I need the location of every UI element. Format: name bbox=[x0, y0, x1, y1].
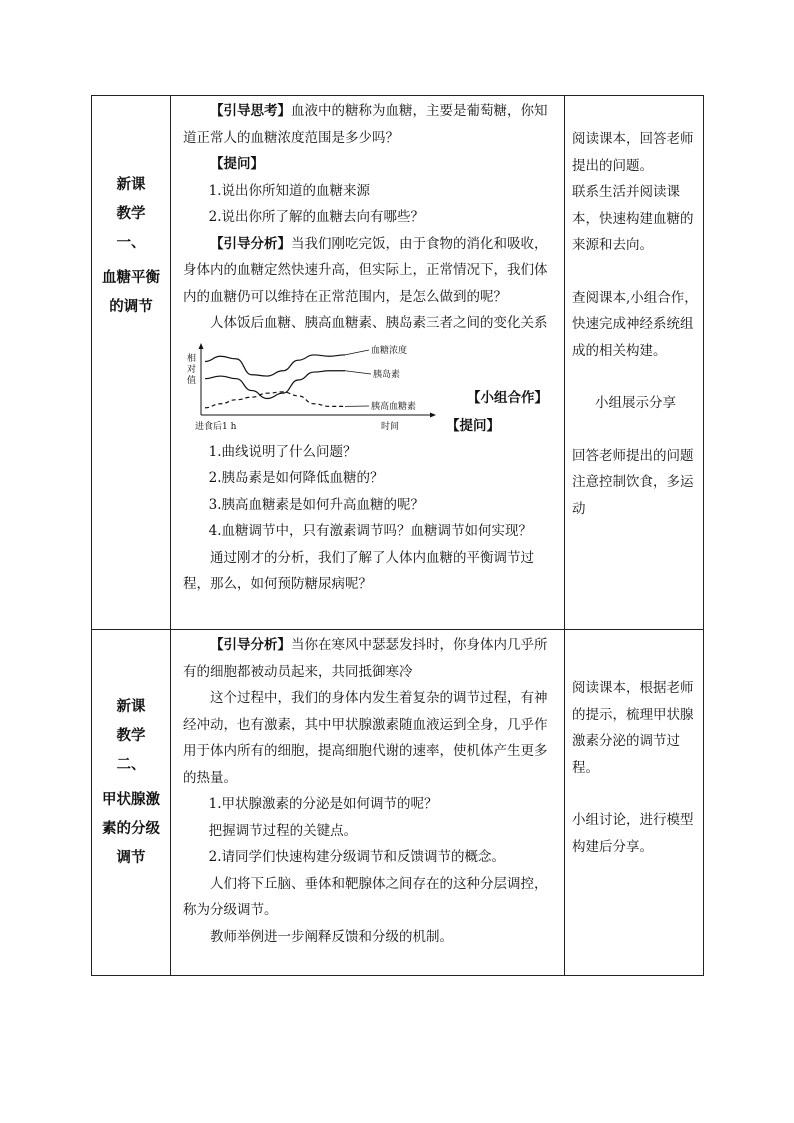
y-axis-arrow bbox=[199, 343, 204, 349]
group-cooperation-label: 【小组合作】 bbox=[467, 389, 548, 406]
series-line bbox=[205, 391, 345, 407]
lesson-table bbox=[91, 95, 704, 976]
y-axis-label-char: 相 bbox=[187, 353, 197, 364]
student-activity: 阅读课本，回答老师提出的问题。 联系生活并阅读课本，快速构建血糖的来源和去向。 查阅课本,小组合作，快速完成神经系统组成的相关构建。 小组展示分享 回答老师提出的问题 注意控制饮食，多运动 bbox=[572, 131, 698, 517]
series-group bbox=[205, 344, 416, 412]
student-activity-cell bbox=[565, 96, 704, 630]
table-row bbox=[92, 96, 704, 630]
chart-caption: 人体饭后血糖、胰高血糖素、胰岛素三者之间的变化关系 bbox=[210, 315, 548, 331]
teacher-activity-cell bbox=[171, 96, 565, 630]
chart-area bbox=[183, 341, 554, 433]
series-line bbox=[205, 370, 345, 398]
guide-analysis: 【引导分析】当我们刚吃完饭，由于食物的消化和吸收，身体内的血糖定然快速升高，但实际上，正常情况下，我们体内的血糖仍可以维持在正常范围内，是怎么做到的呢？ bbox=[183, 235, 548, 305]
guide-thinking: 【引导思考】血液中的糖称为血糖，主要是葡萄糖，你知道正常人的血糖浓度范围是多少吗？ bbox=[183, 103, 548, 146]
y-axis-label-char: 值 bbox=[187, 375, 197, 386]
series-leader-line bbox=[345, 370, 371, 373]
x-axis-label: 时间 bbox=[381, 421, 400, 432]
teacher-activity-cell bbox=[171, 630, 565, 976]
series-leader-line bbox=[345, 350, 369, 355]
x-axis-arrow bbox=[430, 412, 436, 417]
y-axis-label-char: 对 bbox=[187, 364, 197, 375]
section-label-cell bbox=[92, 630, 171, 976]
teacher-activity: 【引导分析】当你在寒风中瑟瑟发抖时，你身体内几乎所有的细胞都被动员起来，共同抵御寒冷 这个过程中，我们的身体内发生着复杂的调节过程，有神经冲动，也有激素，其中甲状腺激素随血液运到全身，几乎作用于体内所有的细胞，提高细胞代谢的速率，使机体产生更多的热量。 1.甲状腺激素的分泌是如何调节的呢？ 把握调节过程的关键点。 2.请同学们快速构建分级调节和反馈调节的概念。 人们将下丘脑、垂体和靶腺体之间存在的这种分层调控，称为分级调节。 教师举例进一步阐释反馈和分级的机制。 bbox=[171, 630, 564, 950]
series-label: 胰高血糖素 bbox=[371, 401, 417, 412]
teacher-activity: 【引导思考】血液中的糖称为血糖，主要是葡萄糖，你知道正常人的血糖浓度范围是多少吗？ 【提问】 1.说出你所知道的血糖来源 2.说出你所了解的血糖去向有哪些？ 【引导分析】当我们刚吃完饭，由于食物的消化和吸收，身体内的血糖定然快速升高，但实际上，正常情况下，我们体内的血糖仍可以维持在正常范围内，是怎么做到的呢？ 人体饭后血糖、胰高血糖素、胰岛素三者之间的变化关系 相 对 值 进食后1 h 时间 血糖浓度 胰岛素 胰高血糖素 【小组合作】 【提问】 1.曲线说明了什么问题？ 2.胰岛素是如何降低血糖的？ 3.胰高血糖素是如何升高血糖的呢？ 4.血糖调节中，只有激素调节吗？血糖调节如何实现？ 通过刚才的分析，我们了解了人体内血糖的平衡调节过程，那么，如何预防糖尿病呢？ bbox=[171, 96, 564, 598]
section-label: 新课 教学 一、 血糖平衡 的调节 bbox=[102, 176, 160, 315]
student-activity: 阅读课本，根据老师的提示，梳理甲状腺激素分泌的调节过程。 小组讨论，进行模型构建后分享。 bbox=[572, 680, 694, 855]
table-row bbox=[92, 630, 704, 976]
section-label: 新课 教学 二、 甲状腺激 素的分级 调节 bbox=[102, 698, 160, 866]
series-label: 胰岛素 bbox=[373, 369, 401, 380]
section-label-cell bbox=[92, 96, 171, 630]
x-start-label: 进食后1 h bbox=[195, 421, 237, 432]
student-activity-cell bbox=[565, 630, 704, 976]
series-line bbox=[205, 354, 345, 375]
series-label: 血糖浓度 bbox=[371, 345, 408, 356]
question-label: 【提问】 bbox=[446, 417, 500, 434]
guide-analysis: 【引导分析】当你在寒风中瑟瑟发抖时，你身体内几乎所有的细胞都被动员起来，共同抵御寒冷 bbox=[183, 637, 548, 680]
